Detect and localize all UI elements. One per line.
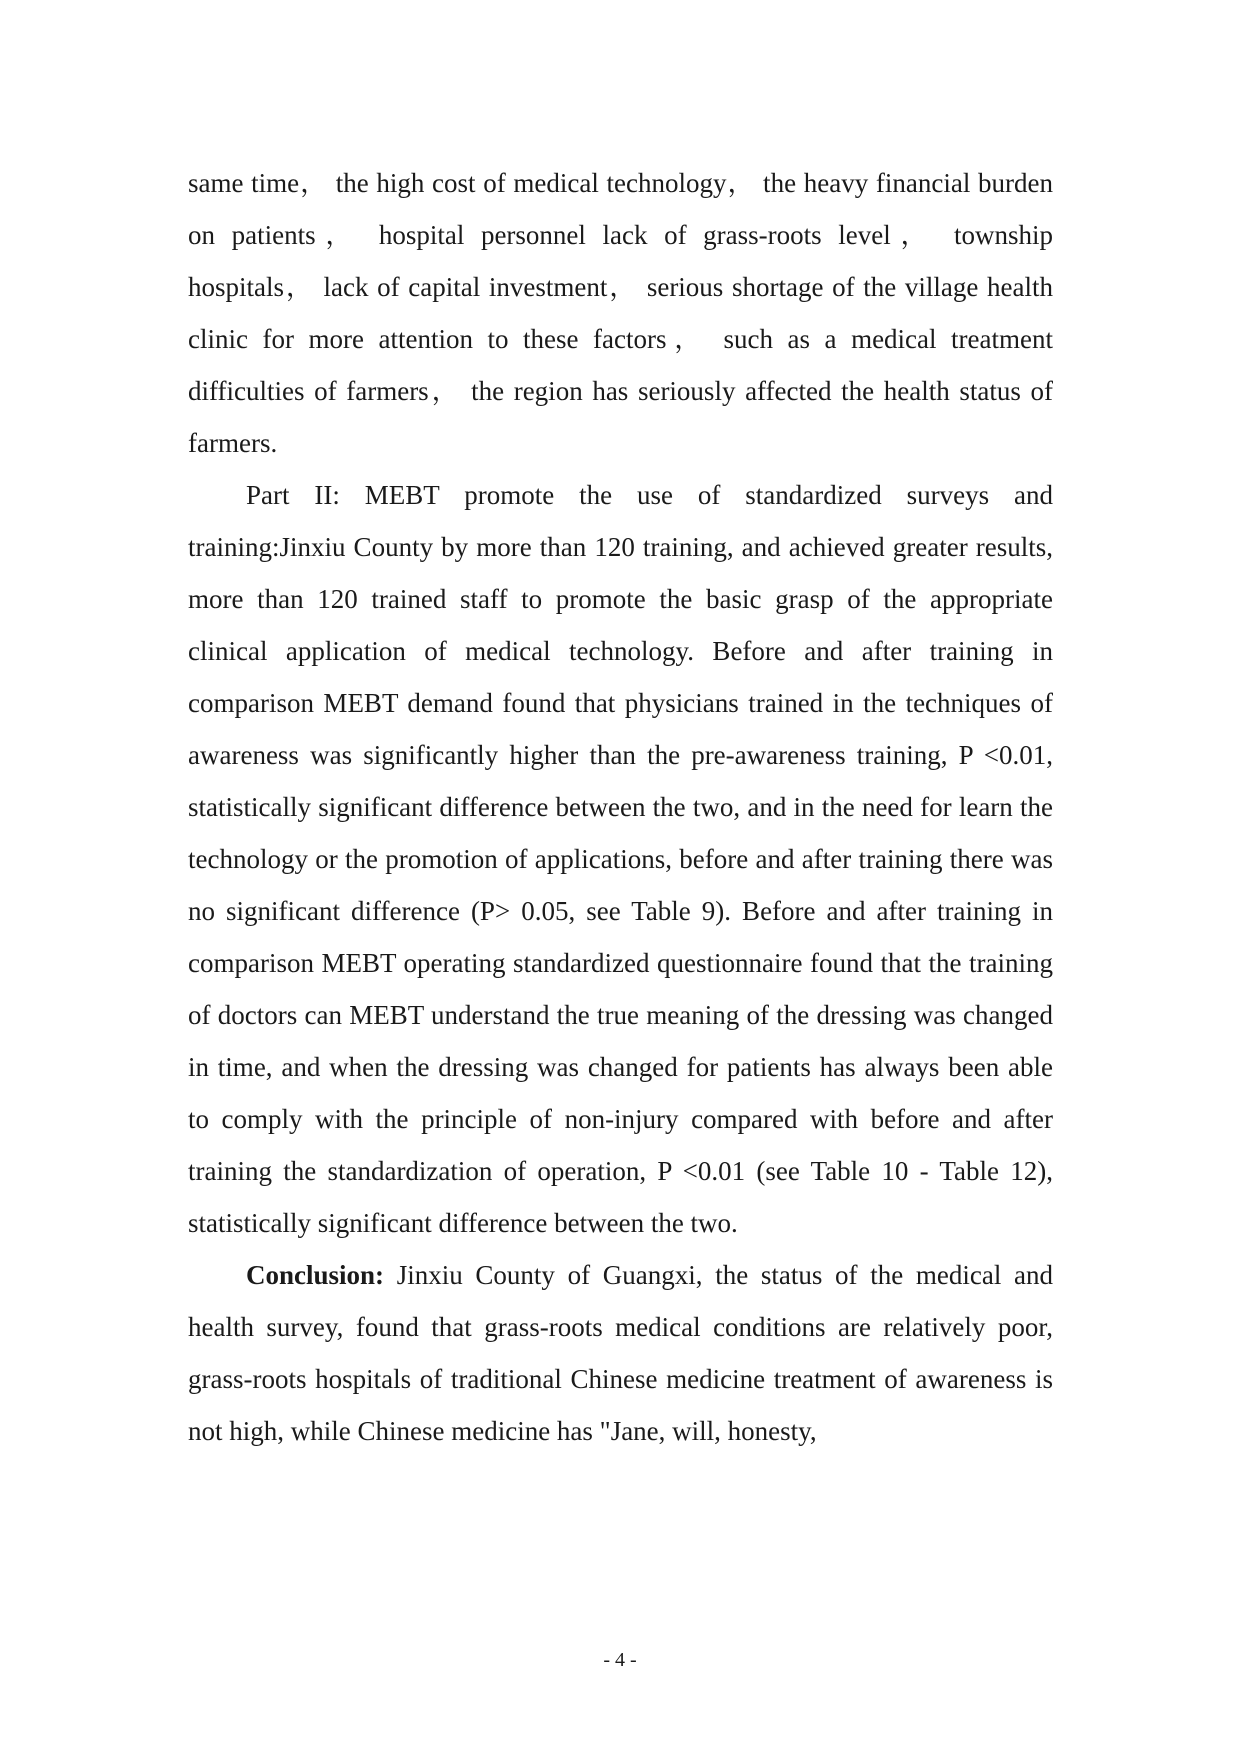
page-number: - 4 - xyxy=(603,1649,637,1671)
paragraph-continuation xyxy=(188,157,1053,469)
paragraph-text: Jinxiu County of Guangxi, the status of the medical and health survey, found that grass-roots medical conditions are relatively poor, grass-roots hospitals of traditional Chinese medicine treatment of awareness is not high, while Chinese medicine has "Jane, will, honesty, xyxy=(188,1260,1053,1446)
document-body xyxy=(188,157,1053,1457)
paragraph-text: same time， the high cost of medical technology， the heavy financial burden on patients， hospital personnel lack of grass-roots level， township hospitals， lack of capital investment， serious shortage of the village health clinic for more attention to these factors， such as a medical treatment difficulties of farmers， the region has seriously affected the health status of farmers. xyxy=(188,168,1053,458)
paragraph-conclusion xyxy=(188,1249,1053,1457)
paragraph-text: Part II: MEBT promote the use of standardized surveys and training:Jinxiu County by more than 120 training, and achieved greater results, more than 120 trained staff to promote the basic grasp of the appropriate clinical application of medical technology. Before and after training in comparison MEBT demand found that physicians trained in the techniques of awareness was significantly higher than the pre-awareness training, P <0.01, statistically significant difference between the two, and in the need for learn the technology or the promotion of applications, before and after training there was no significant difference (P> 0.05, see Table 9). Before and after training in comparison MEBT operating standardized questionnaire found that the training of doctors can MEBT understand the true meaning of the dressing was changed in time, and when the dressing was changed for patients has always been able to comply with the principle of non-injury compared with before and after training the standardization of operation, P <0.01 (see Table 10 - Table 12), statistically significant difference between the two. xyxy=(188,480,1053,1238)
conclusion-label: Conclusion: xyxy=(246,1260,385,1290)
paragraph-part-two xyxy=(188,469,1053,1249)
